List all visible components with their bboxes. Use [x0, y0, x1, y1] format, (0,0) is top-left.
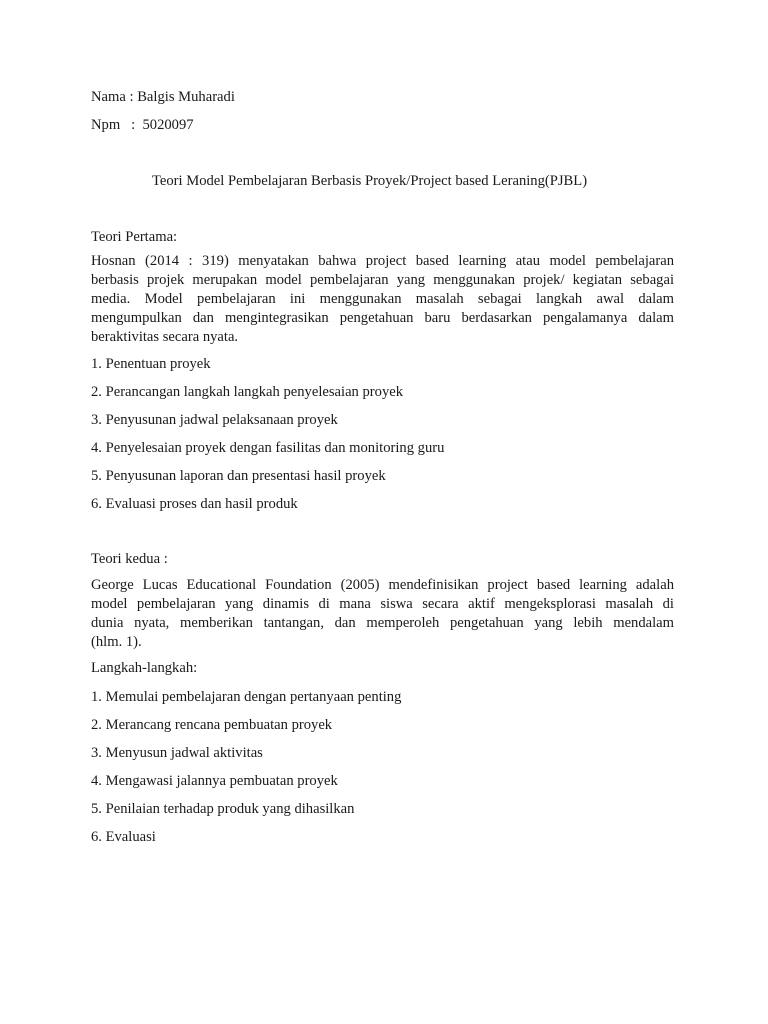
list-item: 4. Mengawasi jalannya pembuatan proyek: [91, 773, 338, 789]
paragraph-line: model pembelajaran yang dinamis di mana siswa secara aktif mengeksplorasi masalah di: [91, 596, 674, 612]
section-heading-teori-pertama: Teori Pertama:: [91, 229, 178, 245]
steps-heading-teori-kedua: Langkah-langkah:: [91, 660, 198, 676]
student-npm: Npm : 5020097: [91, 117, 194, 133]
list-item: 6. Evaluasi proses dan hasil produk: [91, 496, 298, 512]
paragraph-line: media. Model pembelajaran ini menggunakan masalah sebagai langkah awal dalam: [91, 291, 674, 307]
list-item: 2. Merancang rencana pembuatan proyek: [91, 717, 333, 733]
paragraph-line: berbasis projek merupakan model pembelajaran yang menggunakan projek/ kegiatan sebagai: [91, 272, 674, 288]
list-item: 5. Penilaian terhadap produk yang dihasilkan: [91, 801, 355, 817]
paragraph-line: George Lucas Educational Foundation (2005) mendefinisikan project based learning adalah: [91, 577, 674, 593]
list-item: 1. Memulai pembelajaran dengan pertanyaan penting: [91, 689, 402, 705]
paragraph-teori-kedua: [91, 576, 674, 652]
paragraph-line: Hosnan (2014 : 319) menyatakan bahwa project based learning atau model pembelajaran: [91, 253, 674, 269]
document-title: Teori Model Pembelajaran Berbasis Proyek/Project based Leraning(PJBL): [152, 173, 588, 189]
steps-list-teori-kedua: [91, 688, 401, 856]
paragraph-teori-pertama: [91, 252, 674, 347]
list-item: 6. Evaluasi: [91, 829, 156, 845]
list-item: 2. Perancangan langkah langkah penyelesaian proyek: [91, 384, 404, 400]
list-item: 4. Penyelesaian proyek dengan fasilitas dan monitoring guru: [91, 440, 445, 456]
paragraph-line: mengumpulkan dan mengintegrasikan pengetahuan baru berdasarkan pengalamanya dalam: [91, 310, 674, 326]
list-item: 1. Penentuan proyek: [91, 356, 211, 372]
section-heading-teori-kedua: Teori kedua :: [91, 551, 168, 567]
list-item: 3. Menyusun jadwal aktivitas: [91, 745, 263, 761]
steps-list-teori-pertama: [91, 355, 444, 523]
paragraph-line: dunia nyata, memberikan tantangan, dan memperoleh pengetahuan yang lebih mendalam: [91, 615, 674, 631]
paragraph-line: (hlm. 1).: [91, 634, 142, 650]
student-name: Nama : Balgis Muharadi: [91, 89, 235, 105]
paragraph-line: beraktivitas secara nyata.: [91, 329, 239, 345]
list-item: 3. Penyusunan jadwal pelaksanaan proyek: [91, 412, 338, 428]
list-item: 5. Penyusunan laporan dan presentasi hasil proyek: [91, 468, 386, 484]
